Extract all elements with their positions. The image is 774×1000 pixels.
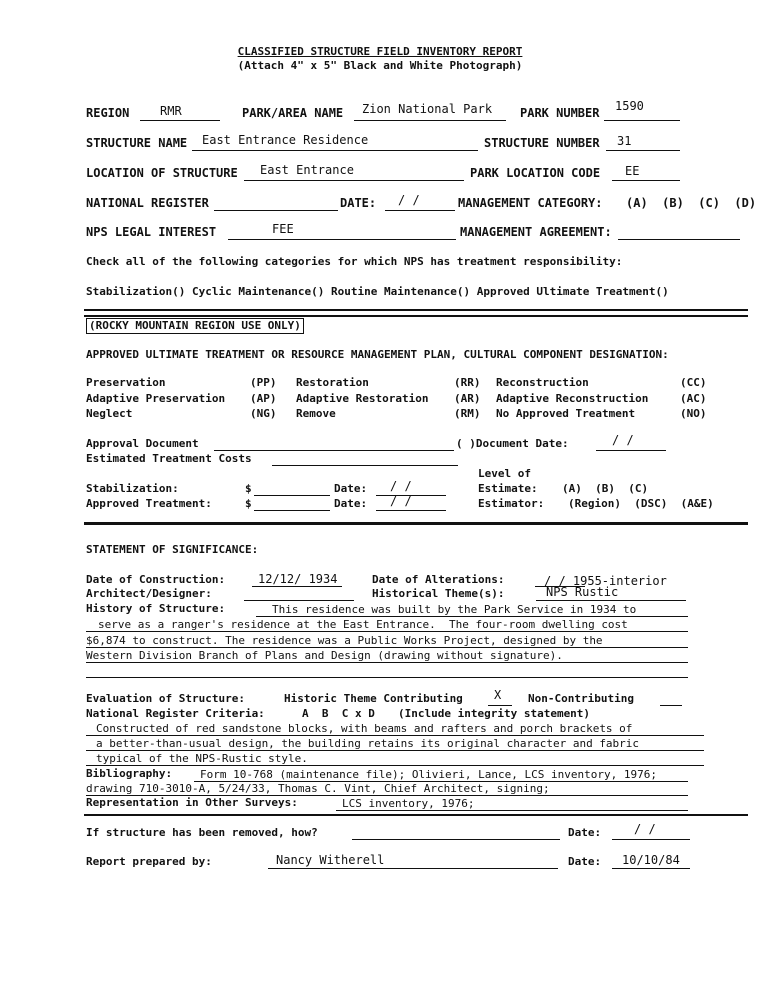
nr-criteria-label: National Register Criteria:	[86, 707, 265, 720]
prepared-date-label: Date:	[568, 855, 602, 868]
estimator-label: Estimator:	[478, 497, 545, 510]
national-register-label: NATIONAL REGISTER	[86, 196, 209, 210]
stabilization-label: Stabilization:	[86, 482, 179, 495]
approved-treatment-label: Approved Treatment:	[86, 497, 212, 510]
designation-label: Adaptive Preservation	[86, 392, 226, 405]
history-line: $6,874 to construct. The residence was a Public Works Project, designed by the	[86, 634, 603, 647]
integrity-line: Constructed of red sandstone blocks, with beams and rafters and porch brackets of	[96, 722, 633, 735]
designation-label: Remove	[296, 407, 336, 420]
designation-code: (CC)	[680, 376, 707, 389]
removed-label: If structure has been removed, how?	[86, 826, 318, 839]
nps-legal-interest-value: FEE	[272, 222, 294, 236]
representation-value: LCS inventory, 1976;	[342, 797, 475, 810]
park-number-label: PARK NUMBER	[520, 106, 600, 120]
level-of-label: Level of	[478, 467, 531, 480]
document-date-label: ( )Document Date:	[456, 437, 569, 450]
management-category-options: (A) (B) (C) (D)	[626, 196, 757, 210]
document-date-value: / /	[612, 433, 634, 447]
approval-document-label: Approval Document	[86, 437, 199, 450]
form-subtitle: (Attach 4" x 5" Black and White Photograph)	[237, 59, 523, 72]
designation-label: No Approved Treatment	[496, 407, 636, 420]
integrity-line: typical of the NPS-Rustic style.	[96, 752, 308, 765]
approved-treatment-heading: APPROVED ULTIMATE TREATMENT OR RESOURCE MANAGEMENT PLAN, CULTURAL COMPONENT DESIGNATION:	[86, 348, 669, 361]
estimate-label: Estimate:	[478, 482, 538, 495]
designation-label: Neglect	[86, 407, 133, 420]
representation-label: Representation in Other Surveys:	[86, 796, 298, 809]
location-value: East Entrance	[260, 163, 354, 177]
designation-label: Adaptive Reconstruction	[496, 392, 649, 405]
significance-heading: STATEMENT OF SIGNIFICANCE:	[86, 543, 259, 556]
designation-code: (NG)	[250, 407, 277, 420]
history-line: serve as a ranger's residence at the East Entrance. The four-room dwelling cost	[98, 618, 628, 631]
date-value: / /	[398, 193, 420, 207]
history-line: This residence was built by the Park Service in 1934 to	[272, 603, 637, 616]
contributing-mark: X	[494, 688, 502, 702]
management-agreement-label: MANAGEMENT AGREEMENT:	[460, 225, 612, 239]
form-title: CLASSIFIED STRUCTURE FIELD INVENTORY REPORT	[237, 45, 523, 58]
date-label: DATE:	[340, 196, 377, 210]
treatment-instruction: Check all of the following categories for which NPS has treatment responsibility:	[86, 255, 623, 268]
nps-legal-interest-label: NPS LEGAL INTEREST	[86, 225, 217, 239]
historical-theme-label: Historical Theme(s):	[372, 587, 505, 600]
stabilization-dollar: $	[245, 482, 252, 495]
designation-code: (NO)	[680, 407, 707, 420]
prepared-date-value: 10/10/84	[622, 853, 680, 867]
date-alterations-value: / / 1955-interior	[544, 574, 667, 588]
removed-date-value: / /	[634, 822, 656, 836]
approved-date-value: / /	[390, 494, 412, 508]
designation-label: Reconstruction	[496, 376, 589, 389]
date-alterations-label: Date of Alterations:	[372, 573, 505, 586]
designation-code: (RM)	[454, 407, 481, 420]
treatment-categories: Stabilization() Cyclic Maintenance() Routine Maintenance() Approved Ultimate Treatment()	[86, 285, 669, 298]
designation-code: (RR)	[454, 376, 481, 389]
designation-label: Restoration	[296, 376, 369, 389]
stabilization-date-value: / /	[390, 479, 412, 493]
region-value: RMR	[160, 104, 182, 118]
architect-label: Architect/Designer:	[86, 587, 212, 600]
estimate-options: (A) (B) (C)	[562, 482, 649, 495]
historical-theme-value: NPS Rustic	[546, 585, 619, 599]
bibliography-label: Bibliography:	[86, 767, 173, 780]
non-contributing-label: Non-Contributing	[528, 692, 634, 705]
integrity-line: a better-than-usual design, the building retains its original character and fabric	[96, 737, 640, 750]
bibliography-line: Form 10-768 (maintenance file); Olivieri, Lance, LCS inventory, 1976;	[200, 768, 657, 781]
park-number-value: 1590	[615, 99, 644, 113]
bibliography-line: drawing 710-3010-A, 5/24/33, Thomas C. Vint, Chief Architect, signing;	[86, 782, 550, 795]
estimator-options: (Region) (DSC) (A&E)	[568, 497, 714, 510]
park-location-code-label: PARK LOCATION CODE	[470, 166, 601, 180]
designation-code: (AR)	[454, 392, 481, 405]
region-label: REGION	[86, 106, 130, 120]
history-line: Western Division Branch of Plans and Design (drawing without signature).	[86, 649, 563, 662]
date-construction-value: 12/12/ 1934	[258, 572, 338, 586]
designation-label: Adaptive Restoration	[296, 392, 429, 405]
rmr-section-label: (ROCKY MOUNTAIN REGION USE ONLY)	[86, 318, 304, 334]
designation-label: Preservation	[86, 376, 166, 389]
structure-number-label: STRUCTURE NUMBER	[484, 136, 600, 150]
designation-code: (PP)	[250, 376, 277, 389]
park-location-code-value: EE	[625, 164, 640, 178]
historic-theme-contributing-label: Historic Theme Contributing	[284, 692, 463, 705]
nr-criteria-note: (Include integrity statement)	[398, 707, 591, 720]
prepared-by-label: Report prepared by:	[86, 855, 212, 868]
history-label: History of Structure:	[86, 602, 226, 615]
approved-treatment-dollar: $	[245, 497, 252, 510]
designation-code: (AP)	[250, 392, 277, 405]
park-area-label: PARK/AREA NAME	[242, 106, 344, 120]
approved-date-label: Date:	[334, 497, 368, 510]
stabilization-date-label: Date:	[334, 482, 368, 495]
designation-code: (AC)	[680, 392, 707, 405]
prepared-by-value: Nancy Witherell	[276, 853, 385, 867]
structure-name-label: STRUCTURE NAME	[86, 136, 188, 150]
structure-name-value: East Entrance Residence	[202, 133, 369, 147]
location-label: LOCATION OF STRUCTURE	[86, 166, 238, 180]
nr-criteria-value: A B C x D	[302, 707, 375, 720]
structure-number-value: 31	[617, 134, 632, 148]
management-category-label: MANAGEMENT CATEGORY:	[458, 196, 603, 210]
removed-date-label: Date:	[568, 826, 602, 839]
park-area-value: Zion National Park	[362, 102, 493, 116]
date-construction-label: Date of Construction:	[86, 573, 226, 586]
estimated-costs-label: Estimated Treatment Costs	[86, 452, 252, 465]
evaluation-label: Evaluation of Structure:	[86, 692, 245, 705]
